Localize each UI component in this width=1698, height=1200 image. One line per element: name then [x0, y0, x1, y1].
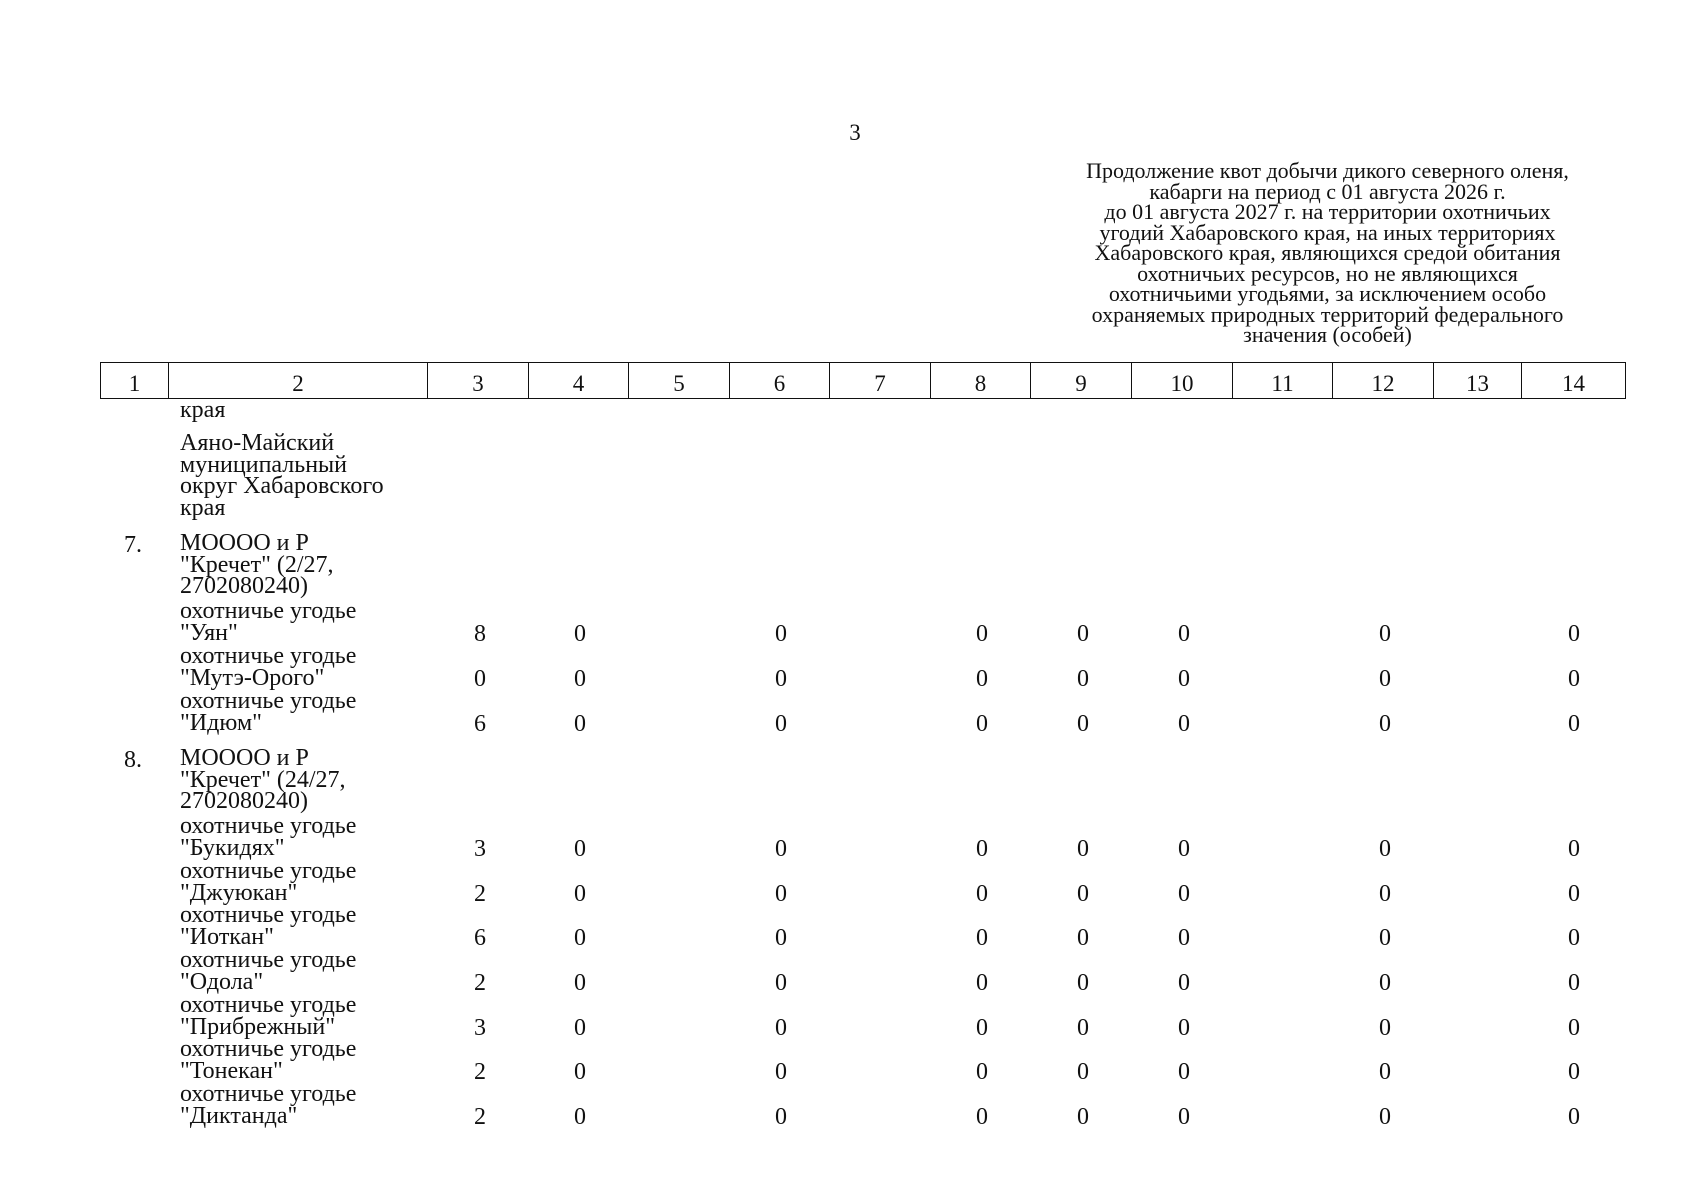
label-line: охотничье угодье	[180, 1081, 357, 1107]
value-col-12: 0	[1379, 836, 1391, 862]
value-col-14: 0	[1568, 970, 1580, 996]
hunting-ground-label	[180, 1081, 357, 1129]
value-col-12: 0	[1379, 970, 1391, 996]
label-line: охотничье угодье	[180, 598, 357, 624]
column-header: 7	[830, 363, 931, 399]
district-line: округ Хабаровского	[180, 473, 384, 499]
hunting-ground-label	[180, 598, 357, 646]
value-col-3: 6	[474, 711, 486, 737]
column-header: 14	[1522, 363, 1626, 399]
value-col-14: 0	[1568, 1104, 1580, 1130]
hunting-ground-label	[180, 858, 357, 906]
value-col-6: 0	[775, 836, 787, 862]
value-col-12: 0	[1379, 711, 1391, 737]
group-number: 8.	[124, 747, 142, 773]
value-col-4: 0	[574, 1104, 586, 1130]
hunting-ground-label	[180, 688, 357, 736]
label-line: охотничье угодье	[180, 902, 357, 928]
value-col-10: 0	[1178, 1015, 1190, 1041]
value-col-8: 0	[976, 711, 988, 737]
column-header: 3	[428, 363, 529, 399]
value-col-6: 0	[775, 711, 787, 737]
label-line: "Мутэ-Орого"	[180, 664, 325, 691]
value-col-9: 0	[1077, 621, 1089, 647]
column-header: 10	[1132, 363, 1233, 399]
value-col-8: 0	[976, 925, 988, 951]
value-col-3: 2	[474, 970, 486, 996]
value-col-6: 0	[775, 1104, 787, 1130]
value-col-6: 0	[775, 925, 787, 951]
value-col-8: 0	[976, 836, 988, 862]
value-col-14: 0	[1568, 836, 1580, 862]
org-line: МОООО и Р	[180, 745, 309, 771]
label-line: "Уян"	[180, 619, 238, 646]
column-header: 4	[529, 363, 629, 399]
heading-line: значения (особей)	[1243, 322, 1412, 347]
label-line: "Джуюкан"	[180, 879, 298, 906]
value-col-9: 0	[1077, 836, 1089, 862]
org-line: "Кречет" (2/27,	[180, 551, 334, 578]
value-col-10: 0	[1178, 1104, 1190, 1130]
heading-line: охотничьими угодьями, за исключением особо	[1108, 281, 1547, 306]
column-header: 11	[1233, 363, 1333, 399]
label-line: охотничье угодье	[180, 813, 357, 839]
value-col-3: 2	[474, 1059, 486, 1085]
value-col-4: 0	[574, 666, 586, 692]
heading-line: Продолжение квот добычи дикого северного оленя,	[1086, 158, 1569, 183]
column-header: 13	[1434, 363, 1522, 399]
district-line: Аяно-Майский	[180, 430, 335, 456]
label-line: "Идюм"	[180, 709, 262, 736]
org-line: 2702080240)	[180, 788, 308, 814]
value-col-12: 0	[1379, 1059, 1391, 1085]
value-col-8: 0	[976, 666, 988, 692]
value-col-3: 3	[474, 836, 486, 862]
column-header: 5	[629, 363, 730, 399]
value-col-4: 0	[574, 925, 586, 951]
value-col-12: 0	[1379, 1015, 1391, 1041]
value-col-14: 0	[1568, 1015, 1580, 1041]
hunting-ground-label	[180, 992, 357, 1040]
org-line: 2702080240)	[180, 573, 308, 599]
hunting-ground-label	[180, 813, 357, 861]
hunting-ground-label	[180, 1036, 357, 1084]
value-col-4: 0	[574, 836, 586, 862]
hunting-ground-label	[180, 947, 357, 995]
value-col-6: 0	[775, 881, 787, 907]
hunting-ground-label	[180, 643, 357, 691]
column-header: 9	[1031, 363, 1132, 399]
value-col-12: 0	[1379, 1104, 1391, 1130]
heading-line: угодий Хабаровского края, на иных территориях	[1099, 219, 1556, 245]
value-col-12: 0	[1379, 925, 1391, 951]
value-col-3: 6	[474, 925, 486, 951]
value-col-8: 0	[976, 881, 988, 907]
value-col-10: 0	[1178, 881, 1190, 907]
group-number: 7.	[124, 532, 142, 558]
value-col-4: 0	[574, 621, 586, 647]
value-col-12: 0	[1379, 666, 1391, 692]
value-col-14: 0	[1568, 621, 1580, 647]
value-col-3: 8	[474, 621, 486, 647]
value-col-9: 0	[1077, 711, 1089, 737]
value-col-4: 0	[574, 1015, 586, 1041]
column-header: 2	[169, 363, 428, 399]
label-line: охотничье угодье	[180, 688, 357, 714]
org-line: МОООО и Р	[180, 530, 309, 556]
label-line: "Диктанда"	[180, 1102, 298, 1129]
label-line: охотничье угодье	[180, 858, 357, 884]
value-col-6: 0	[775, 666, 787, 692]
value-col-6: 0	[775, 1015, 787, 1041]
value-col-6: 0	[775, 970, 787, 996]
value-col-4: 0	[574, 1059, 586, 1085]
continuation-text: края	[180, 397, 226, 423]
value-col-3: 2	[474, 881, 486, 907]
value-col-4: 0	[574, 711, 586, 737]
column-header: 12	[1333, 363, 1434, 399]
org-line: "Кречет" (24/27,	[180, 766, 346, 793]
label-line: охотничье угодье	[180, 947, 357, 973]
value-col-10: 0	[1178, 970, 1190, 996]
value-col-14: 0	[1568, 881, 1580, 907]
value-col-4: 0	[574, 881, 586, 907]
value-col-8: 0	[976, 1104, 988, 1130]
value-col-9: 0	[1077, 666, 1089, 692]
heading-line: до 01 августа 2027 г. на территории охотничьих	[1104, 199, 1551, 224]
district-line: муниципальный	[180, 451, 348, 478]
value-col-10: 0	[1178, 621, 1190, 647]
label-line: "Букидях"	[180, 834, 285, 861]
value-col-14: 0	[1568, 1059, 1580, 1085]
value-col-9: 0	[1077, 881, 1089, 907]
column-header: 1	[101, 363, 169, 399]
value-col-6: 0	[775, 621, 787, 647]
value-col-8: 0	[976, 970, 988, 996]
value-col-8: 0	[976, 1015, 988, 1041]
label-line: "Прибрежный"	[180, 1013, 336, 1040]
value-col-9: 0	[1077, 970, 1089, 996]
heading-line: кабарги на период с 01 августа 2026 г.	[1149, 178, 1506, 204]
value-col-8: 0	[976, 1059, 988, 1085]
value-col-6: 0	[775, 1059, 787, 1085]
value-col-10: 0	[1178, 1059, 1190, 1085]
value-col-14: 0	[1568, 925, 1580, 951]
district-name	[180, 430, 384, 521]
value-col-3: 2	[474, 1104, 486, 1130]
hunting-ground-label	[180, 902, 357, 950]
heading-line: Хабаровского края, являющихся средой обитания	[1094, 240, 1561, 265]
heading-line: охраняемых природных территорий федерального	[1091, 301, 1564, 327]
value-col-12: 0	[1379, 881, 1391, 907]
organization-name	[180, 745, 346, 814]
label-line: охотничье угодье	[180, 992, 357, 1018]
column-header: 6	[730, 363, 830, 399]
district-line: края	[180, 494, 226, 521]
value-col-3: 3	[474, 1015, 486, 1041]
value-col-10: 0	[1178, 711, 1190, 737]
heading-line: охотничьих ресурсов, но не являющихся	[1137, 260, 1518, 286]
label-line: охотничье угодье	[180, 1036, 357, 1062]
value-col-10: 0	[1178, 666, 1190, 692]
page-number: 3	[849, 120, 861, 145]
value-col-9: 0	[1077, 1015, 1089, 1041]
label-line: "Иоткан"	[180, 923, 274, 950]
value-col-4: 0	[574, 970, 586, 996]
label-line: "Одола"	[180, 968, 264, 995]
organization-name	[180, 530, 334, 599]
value-col-10: 0	[1178, 925, 1190, 951]
value-col-9: 0	[1077, 925, 1089, 951]
label-line: охотничье угодье	[180, 643, 357, 669]
value-col-14: 0	[1568, 666, 1580, 692]
value-col-9: 0	[1077, 1104, 1089, 1130]
column-header: 8	[931, 363, 1031, 399]
value-col-3: 0	[474, 666, 486, 692]
value-col-10: 0	[1178, 836, 1190, 862]
value-col-8: 0	[976, 621, 988, 647]
label-line: "Тонекан"	[180, 1057, 283, 1084]
value-col-9: 0	[1077, 1059, 1089, 1085]
value-col-12: 0	[1379, 621, 1391, 647]
value-col-14: 0	[1568, 711, 1580, 737]
